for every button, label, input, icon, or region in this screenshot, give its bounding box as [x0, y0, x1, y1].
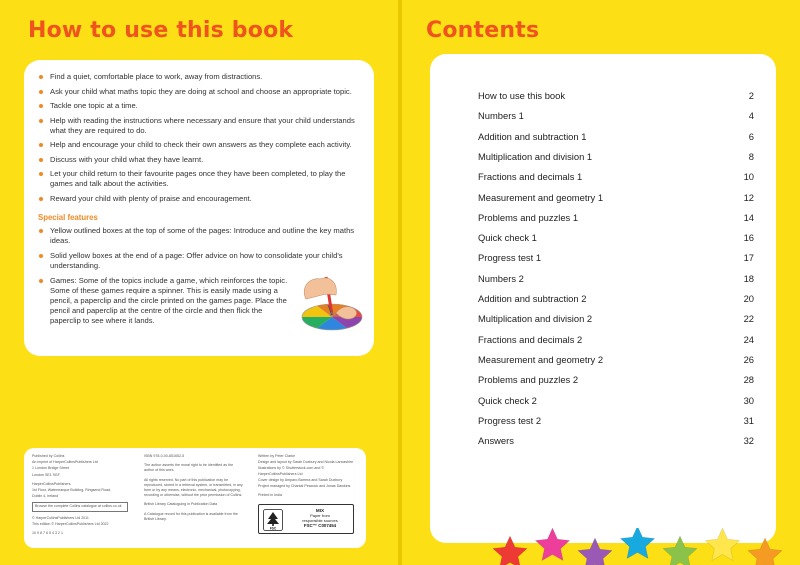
star-icon — [620, 528, 654, 559]
toc-page-number: 26 — [743, 353, 754, 365]
list-item: Solid yellow boxes at the end of a page: Offer advice on how to consolidate your child's understanding. — [38, 251, 360, 271]
toc-row — [478, 192, 754, 212]
imprint-line: Illustrations by © Shutterstock.com and © HarperCollinsPublishers Ltd — [258, 466, 325, 476]
list-item: Tackle one topic at a time. — [38, 101, 360, 111]
fsc-line: responsible sources — [302, 518, 338, 523]
imprint-line: HarperCollinsPublishers — [32, 481, 71, 486]
left-page — [0, 0, 398, 565]
star-icon — [493, 536, 527, 565]
star-icon — [748, 538, 782, 565]
toc-page-number: 30 — [743, 394, 754, 406]
toc-row — [478, 273, 754, 293]
star-icon — [705, 528, 739, 561]
imprint-line: Printed in India — [258, 493, 282, 498]
toc-page-number: 24 — [743, 333, 754, 345]
toc-title: Fractions and decimals 1 — [478, 171, 583, 183]
toc-page-number: 20 — [743, 293, 754, 304]
toc-row — [478, 395, 754, 415]
toc-row — [478, 131, 754, 151]
toc-title: Multiplication and division 1 — [478, 150, 593, 162]
star-icon — [578, 538, 612, 565]
toc-row — [478, 232, 754, 252]
imprint-box — [24, 448, 366, 548]
toc-title: Numbers 2 — [478, 272, 524, 284]
toc-row — [478, 212, 754, 232]
imprint-line: An imprint of HarperCollinsPublishers Ltd — [32, 460, 98, 465]
fsc-tree-logo — [263, 509, 283, 531]
toc-title: Quick check 1 — [478, 232, 537, 244]
fsc-label — [258, 504, 354, 534]
toc-page-number: 14 — [743, 211, 754, 223]
fsc-text — [289, 508, 351, 528]
list-item: Ask your child what maths topic they are doing at school and choose an appropriate topic. — [38, 87, 360, 97]
toc-page-number: 12 — [743, 191, 754, 203]
list-item: Let your child return to their favourite pages once they have been completed, to play the games and talk about the activities. — [38, 169, 360, 189]
contents-box — [430, 54, 776, 543]
toc-page-number: 22 — [743, 313, 754, 325]
toc-page-number: 10 — [743, 171, 754, 183]
list-item: Help and encourage your child to check their own answers as they complete each activity. — [38, 140, 360, 150]
toc-title: Problems and puzzles 2 — [478, 374, 579, 386]
imprint-line: Project managed by Chantal Peacock and Jonas Dawkins — [258, 484, 351, 489]
imprint-column — [32, 454, 132, 537]
toc-page-number: 17 — [743, 252, 754, 264]
imprint-line: 1st Floor, Watermarque Building, Ringsend Road, — [32, 488, 111, 493]
star-icon — [535, 528, 569, 561]
toc-row — [478, 110, 754, 130]
special-features-title: Special features — [38, 212, 98, 222]
imprint-line: 1 London Bridge Street — [32, 466, 69, 471]
toc-title: Fractions and decimals 2 — [478, 333, 583, 345]
guide-list — [38, 72, 360, 204]
imprint-line: © HarperCollinsPublishers Ltd 2011 — [32, 515, 89, 520]
toc-page-number: 6 — [748, 130, 754, 142]
toc-row — [478, 415, 754, 435]
fsc-code: FSC™ C007454 — [303, 523, 337, 528]
toc-page-number: 8 — [748, 150, 754, 162]
toc-title: Addition and subtraction 2 — [478, 293, 587, 304]
toc-title: Answers — [478, 435, 514, 447]
toc-row — [478, 252, 754, 272]
imprint-line: A Catalogue record for this publication is available from the British Library. — [144, 511, 238, 521]
imprint-line: ISBN 978-0-00-851652-5 — [144, 454, 185, 458]
stars-decoration — [488, 528, 788, 565]
imprint-line: This edition © HarperCollinsPublishers Ltd 2022 — [32, 521, 109, 526]
toc-page-number: 16 — [743, 232, 754, 244]
toc-title: How to use this book — [478, 90, 566, 101]
toc-title: Progress test 2 — [478, 414, 542, 426]
imprint-line: All rights reserved. No part of this publication may be reproduced, stored in a retrieval system, or transmitted, in any form or by any means, electronic, mechanical, photocopying, recording or otherwise, without the prior permission of Collins. — [144, 477, 243, 498]
toc-row — [478, 293, 754, 313]
toc-row — [478, 374, 754, 394]
imprint-line: The author asserts the moral right to be identified as the author of this work. — [144, 463, 234, 473]
toc-page-number: 31 — [743, 414, 754, 426]
toc-title: Progress test 1 — [478, 252, 542, 264]
spinner-illustration — [286, 265, 370, 341]
toc-row — [478, 435, 754, 455]
toc-title: Quick check 2 — [478, 394, 537, 406]
toc-page-number: 28 — [743, 374, 754, 386]
toc-title: Measurement and geometry 1 — [478, 191, 604, 203]
imprint-line: Design and layout by Sarah Duxbury and Nicola Lancashire — [258, 460, 354, 465]
toc-page-number: 2 — [748, 90, 754, 101]
toc-row — [478, 171, 754, 191]
page-heading: How to use this book — [28, 18, 294, 43]
imprint-line: Written by Peter Clarke — [258, 454, 296, 458]
toc-page-number: 32 — [743, 435, 754, 447]
imprint-line: Dublin 4, Ireland — [32, 494, 59, 499]
toc-row — [478, 334, 754, 354]
how-to-use-box — [24, 60, 374, 356]
toc-page-number: 4 — [748, 110, 754, 122]
list-item: Yellow outlined boxes at the top of some of the pages: Introduce and outline the key maths ideas. — [38, 226, 360, 246]
imprint-line: Published by Collins — [32, 454, 65, 458]
list-item: Help with reading the instructions where necessary and ensure that your child understands what they are required to do. — [38, 116, 360, 136]
imprint-line: British Library Cataloguing in Publication Data — [144, 502, 218, 507]
browse-catalogue-box: Browse the complete Collins catalogue at collins.co.uk — [32, 502, 128, 511]
toc-title: Numbers 1 — [478, 110, 524, 122]
toc-page-number: 18 — [743, 272, 754, 284]
imprint-line: Cover design by Amparo Barrera and Sarah Duxbury — [258, 477, 343, 482]
toc-row — [478, 354, 754, 374]
toc-row — [478, 90, 754, 110]
imprint-column — [144, 454, 244, 523]
imprint-line: 10 9 8 7 6 5 4 3 2 1 — [32, 531, 63, 536]
page-heading: Contents — [426, 18, 540, 43]
fsc-mix: MIX — [315, 508, 325, 513]
toc-title: Multiplication and division 2 — [478, 313, 593, 325]
list-item: Reward your child with plenty of praise and encouragement. — [38, 194, 360, 204]
imprint-column — [258, 454, 362, 499]
toc-row — [478, 313, 754, 333]
toc-title: Measurement and geometry 2 — [478, 353, 604, 365]
list-item: Games: Some of the topics include a game, which reinforces the topic. Some of these games require a spinner. This is easily made using a pencil, a paperclip and the circle printed on the games page. Place the pencil and paperclip at the centre of the circle and then flick the paperclip to see where it lands. — [38, 276, 290, 326]
list-item: Find a quiet, comfortable place to work, away from distractions. — [38, 72, 360, 82]
fsc-line: Paper from — [310, 513, 330, 518]
toc-row — [478, 151, 754, 171]
list-item: Discuss with your child what they have learnt. — [38, 155, 360, 165]
star-icon — [663, 536, 697, 565]
imprint-line: London SE1 9GF — [32, 472, 60, 477]
toc-title: Problems and puzzles 1 — [478, 211, 579, 223]
right-page — [402, 0, 800, 565]
fsc-logo-text: FSC — [269, 526, 277, 531]
toc-title: Addition and subtraction 1 — [478, 130, 587, 142]
